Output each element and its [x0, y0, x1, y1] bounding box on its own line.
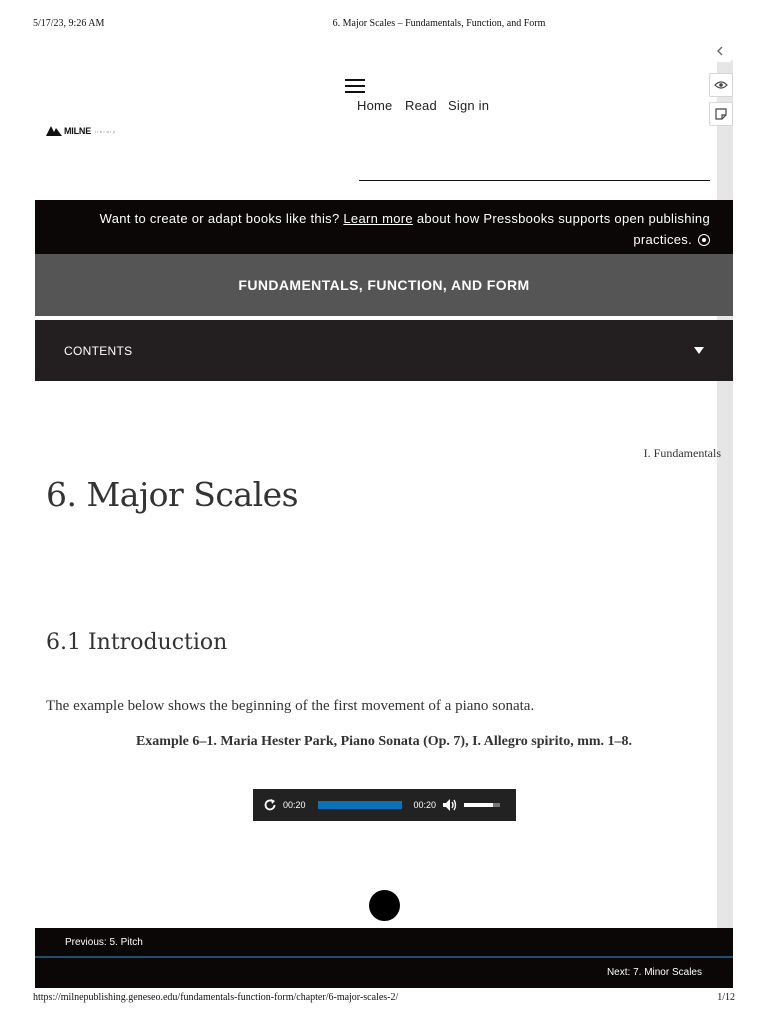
nav-link-read[interactable]: Read [405, 98, 437, 113]
milne-logo-icon [46, 126, 62, 136]
book-title-bar[interactable] [35, 254, 733, 316]
audio-current-time: 00:20 [283, 800, 306, 810]
caret-down-icon [694, 347, 704, 354]
hamburger-menu-icon[interactable] [345, 79, 365, 95]
next-chapter-bar [35, 958, 733, 988]
banner-prefix: Want to create or adapt books like this? [99, 211, 340, 226]
nav-link-home[interactable]: Home [357, 98, 393, 113]
scroll-to-top-button[interactable] [369, 890, 400, 921]
chapter-title: 6. Major Scales [46, 475, 299, 514]
learn-more-link[interactable]: Learn more [343, 211, 413, 226]
contents-label: CONTENTS [64, 343, 133, 358]
sticky-note-icon [715, 108, 727, 120]
next-chapter-link[interactable]: Next: 7. Minor Scales [606, 967, 702, 978]
annotation-button[interactable] [709, 102, 733, 126]
scrollbar[interactable] [717, 60, 733, 928]
milne-logo[interactable] [46, 126, 116, 136]
volume-level [464, 803, 493, 807]
print-page-title: 6. Major Scales – Fundamentals, Function, and Form [332, 18, 546, 29]
example-caption: Example 6–1. Maria Hester Park, Piano Sonata (Op. 7), I. Allegro spirito, mm. 1–8. [135, 734, 633, 749]
book-title[interactable]: FUNDAMENTALS, FUNCTION, AND FORM [238, 277, 530, 293]
previous-chapter-link[interactable]: Previous: 5. Pitch [65, 937, 143, 948]
part-label: I. Fundamentals [643, 446, 721, 460]
previous-chapter-bar [35, 928, 733, 958]
view-toggle-button[interactable] [709, 73, 733, 97]
logo-text: MILNE [64, 126, 91, 136]
banner-suffix: about how Pressbooks supports open publishing practices. [416, 211, 710, 247]
audio-player [253, 789, 516, 821]
contents-toggle[interactable] [35, 320, 733, 381]
print-url: https://milnepublishing.geneseo.edu/fundamentals-function-form/chapter/6-major-scales-2/ [33, 992, 399, 1003]
print-page-number: 1/12 [717, 992, 735, 1003]
intro-paragraph: The example below shows the beginning of the first movement of a piano sonata. [46, 698, 535, 714]
volume-icon[interactable] [442, 798, 458, 812]
nav-link-sign-in[interactable]: Sign in [448, 98, 490, 113]
collapse-button[interactable] [709, 40, 731, 62]
dismiss-circle-icon[interactable] [698, 234, 710, 246]
logo-subtext: library [95, 128, 117, 134]
chevron-left-icon [716, 46, 724, 56]
pressbooks-banner [35, 200, 733, 254]
audio-progress-bar[interactable] [318, 801, 402, 809]
nav-divider [359, 180, 710, 181]
volume-slider[interactable] [464, 803, 500, 807]
eye-icon [714, 80, 728, 90]
print-datetime: 5/17/23, 9:26 AM [33, 18, 105, 29]
audio-duration: 00:20 [413, 800, 437, 810]
section-heading: 6.1 Introduction [46, 630, 228, 655]
replay-icon[interactable] [263, 798, 277, 812]
